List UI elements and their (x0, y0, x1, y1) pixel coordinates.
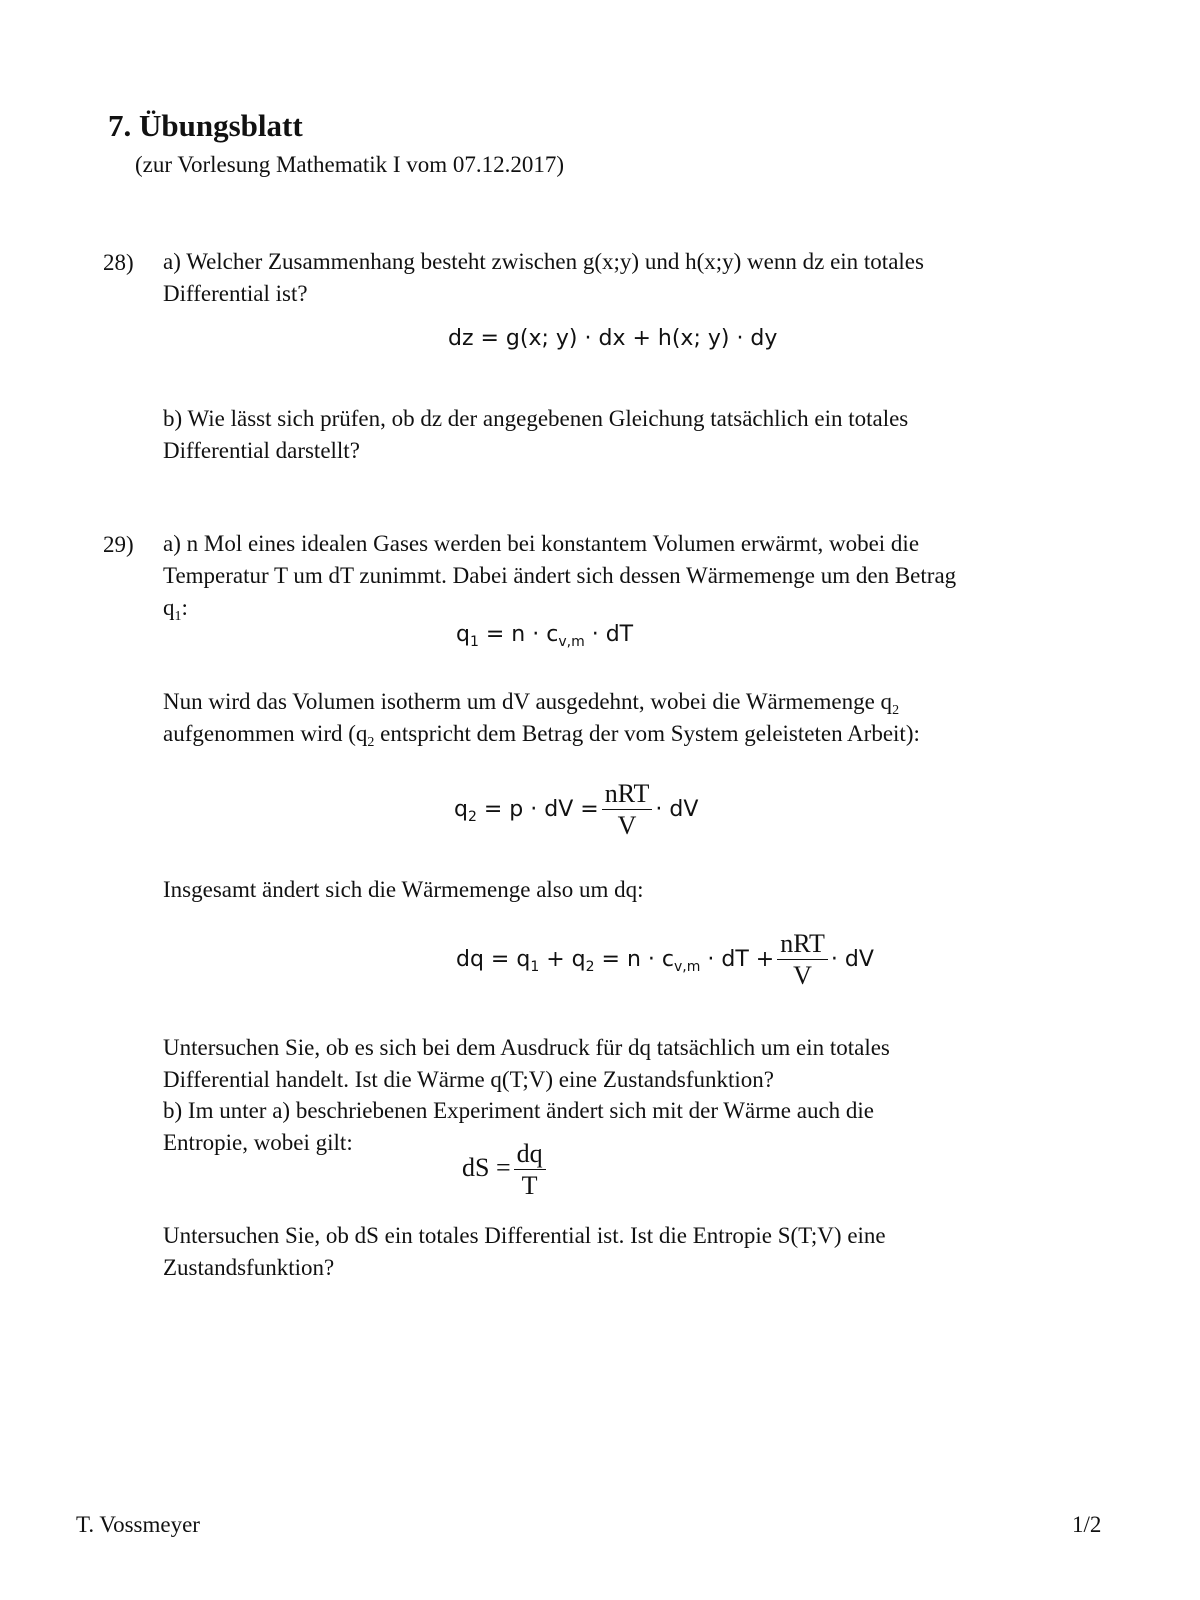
eq2-lhs-sub: 2 (467, 809, 477, 825)
task-28-equation: dz = g(x; y) · dx + h(x; y) · dy (448, 326, 778, 351)
para2-line2-sub: 2 (367, 735, 375, 750)
task-29-last-line2: Zustandsfunktion? (163, 1255, 335, 1280)
eq3-part4: · dT + (700, 947, 775, 972)
equation-dq (456, 930, 874, 990)
colon: : (181, 595, 188, 620)
task-29-number: 29) (103, 532, 134, 557)
eq3-fraction (777, 930, 828, 990)
eq3-part3-sub: v,m (674, 959, 701, 975)
para2-line2-pre: aufgenommen wird (q (163, 721, 368, 746)
task-29a-text-line3 (163, 592, 188, 632)
eq3-tail: · dV (830, 947, 874, 972)
eq1-tail: · dT (584, 622, 634, 647)
eq2-denominator: V (617, 811, 637, 840)
para2-line1-sub: 2 (892, 703, 900, 718)
task-28b-text-line2: Differential darstellt? (163, 438, 360, 463)
eq3-part3: = n · c (594, 947, 675, 972)
task-28a-text-line1: a) Welcher Zusammenhang besteht zwischen g(x;y) und h(x;y) wenn dz ein totales (163, 249, 924, 274)
eq2-numerator: nRT (602, 780, 653, 810)
task-29-para3: Insgesamt ändert sich die Wärmemenge also um dq: (163, 877, 644, 902)
q1-symbol: q (163, 595, 175, 620)
eq4-numerator: dq (514, 1140, 546, 1170)
task-28-number: 28) (103, 250, 134, 275)
task-29-para4-line2: Differential handelt. Ist die Wärme q(T;V) eine Zustandsfunktion? (163, 1067, 775, 1092)
task-28b-text-line1: b) Wie lässt sich prüfen, ob dz der angegebenen Gleichung tatsächlich ein totales (163, 406, 909, 431)
eq1-mid: = n · c (478, 622, 559, 647)
eq2-fraction (602, 780, 653, 840)
eq3-part2-sub: 2 (585, 959, 595, 975)
eq4-lhs: dS = (462, 1152, 511, 1182)
task-29a-text-line1: a) n Mol eines idealen Gases werden bei konstantem Volumen erwärmt, wobei die (163, 531, 920, 556)
eq2-mid: = p · dV = (476, 797, 599, 822)
para2-line2-post: entspricht dem Betrag der vom System geleisteten Arbeit): (374, 721, 920, 746)
eq3-denominator: V (793, 961, 812, 990)
footer-page-number: 1/2 (1072, 1512, 1102, 1537)
eq3-numerator: nRT (777, 930, 828, 960)
eq1-mid-sub: v,m (558, 634, 585, 650)
eq4-denominator: T (521, 1171, 538, 1200)
task-29b-text-line1: b) Im unter a) beschriebenen Experiment ändert sich mit der Wärme auch die (163, 1098, 875, 1123)
para2-line1-text: Nun wird das Volumen isotherm um dV ausgedehnt, wobei die Wärmemenge q (163, 689, 893, 714)
eq2-tail: · dV (655, 797, 699, 822)
equation-q1 (456, 622, 633, 650)
equation-q2 (454, 780, 698, 840)
task-29-para4-line1: Untersuchen Sie, ob es sich bei dem Ausdruck für dq tatsächlich um ein totales (163, 1035, 890, 1060)
eq1-lhs-sub: 1 (469, 634, 479, 650)
eq3-part2: + q (539, 947, 586, 972)
eq4-fraction (514, 1140, 546, 1200)
eq3-part1: dq = q (456, 947, 531, 972)
task-29-last-line1: Untersuchen Sie, ob dS ein totales Differential ist. Ist die Entropie S(T;V) eine (163, 1223, 886, 1248)
task-28a-text-line2: Differential ist? (163, 281, 308, 306)
eq2-lhs: q (454, 797, 468, 822)
eq1-lhs: q (456, 622, 470, 647)
footer-author: T. Vossmeyer (76, 1512, 200, 1537)
page-subtitle: (zur Vorlesung Mathematik I vom 07.12.2017) (135, 152, 565, 177)
task-29-para2-line2 (163, 718, 920, 758)
page-title: 7. Übungsblatt (108, 108, 303, 143)
q1-subscript: 1 (174, 609, 182, 624)
task-29a-text-line2: Temperatur T um dT zunimmt. Dabei ändert sich dessen Wärmemenge um den Betrag (163, 563, 957, 588)
eq3-part1-sub: 1 (530, 959, 540, 975)
equation-ds (462, 1140, 549, 1200)
task-29b-text-line2: Entropie, wobei gilt: (163, 1130, 353, 1155)
